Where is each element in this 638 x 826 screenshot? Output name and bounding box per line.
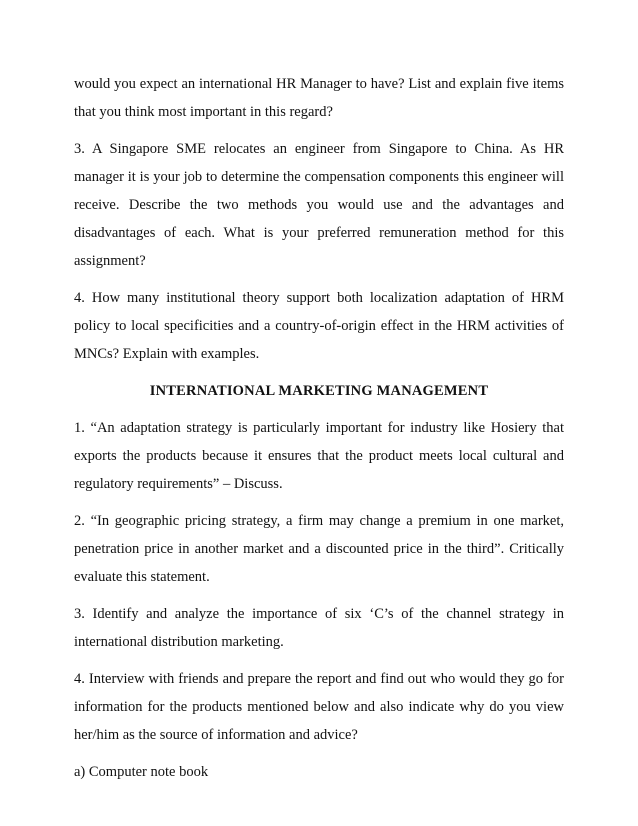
marketing-question-4: 4. Interview with friends and prepare the report and find out who would they go for information for the products mentioned below and also indicate why do you view her/him as the source of information and advice? (74, 671, 564, 743)
hr-question-4: 4. How many institutional theory support both localization adaptation of HRM policy to local specificities and a country-of-origin effect in the HRM activities of MNCs? Explain with examples. (74, 290, 564, 362)
marketing-question-1: 1. “An adaptation strategy is particularly important for industry like Hosiery that exports the products because it ensures that the product meets local cultural and regulatory requirements” – Discuss. (74, 420, 564, 492)
marketing-question-3: 3. Identify and analyze the importance of six ‘C’s of the channel strategy in international distribution marketing. (74, 606, 564, 650)
section-heading: INTERNATIONAL MARKETING MANAGEMENT (149, 383, 489, 399)
hr-question-3: 3. A Singapore SME relocates an engineer from Singapore to China. As HR manager it is your job to determine the compensation components this engineer will receive. Describe the two methods you would use and the advantages and disadvantages of each. What is your preferred remuneration method for this assignment? (74, 141, 564, 269)
list-item-a: a) Computer note book (74, 764, 209, 780)
marketing-question-2: 2. “In geographic pricing strategy, a firm may change a premium in one market, penetration price in another market and a discounted price in the third”. Critically evaluate this statement. (74, 513, 564, 585)
intro-paragraph: would you expect an international HR Manager to have? List and explain five items that you think most important in this regard? (74, 76, 564, 120)
